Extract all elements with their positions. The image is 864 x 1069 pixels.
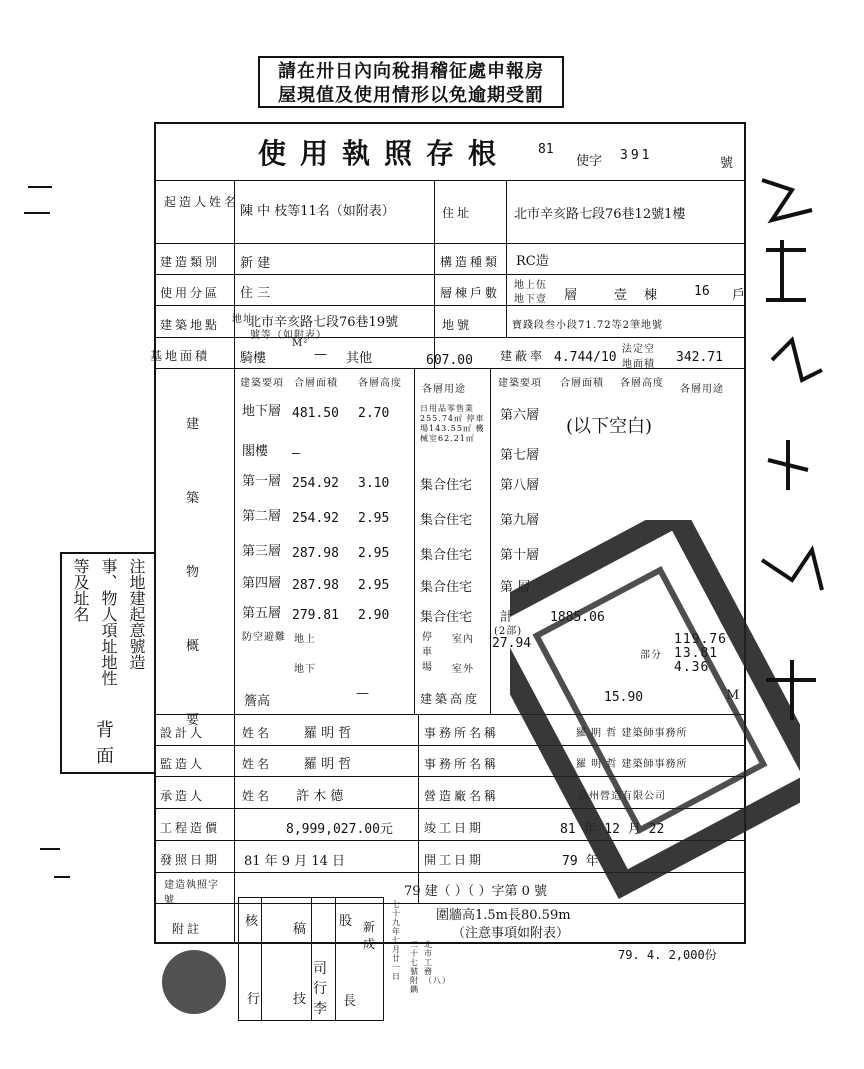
m2-unit: M² <box>292 338 309 349</box>
address-label: 住址 <box>442 206 473 220</box>
floors-ceng: 層 <box>564 288 578 303</box>
supervisor-label: 監造人 <box>160 757 206 771</box>
floor-name: 地下層 <box>242 404 282 419</box>
structure-value: RC造 <box>516 254 549 269</box>
floor-area: 481.50 <box>292 406 339 421</box>
rule <box>414 368 415 714</box>
qi-lou-value: — <box>314 347 327 362</box>
misc-v3: 4.36 <box>674 660 710 675</box>
dong-count: 壹 <box>614 288 628 303</box>
floors-above: 地上伍 <box>514 280 547 291</box>
cost-value: 8,999,027.00元 <box>286 822 393 837</box>
rule <box>311 898 312 1020</box>
open-value: 342.71 <box>676 350 723 365</box>
hdr-height-r: 各層高度 <box>620 378 664 389</box>
contractor-label: 承造人 <box>160 789 206 803</box>
print-count: 79. 4. 2,000份 <box>618 948 717 962</box>
floor-name: 第一層 <box>242 474 282 489</box>
build-type-label: 建造類別 <box>160 255 221 269</box>
hu-unit: 戶 <box>732 288 746 303</box>
shelter-above: 地上 <box>294 634 316 645</box>
designer-name: 羅 明 哲 <box>304 726 352 741</box>
margin-mark <box>24 212 50 214</box>
title-year: 81 <box>538 142 554 157</box>
start-date-value: 79 年 <box>562 854 599 869</box>
site-addr-tag: 地址 <box>232 314 254 325</box>
floors-below: 地下壹 <box>514 294 547 305</box>
eave-height-value: — <box>356 686 369 701</box>
floor-area-total: 1885.06 <box>550 610 605 625</box>
floor-height: 2.90 <box>358 608 390 623</box>
misc-v1: 119.76 <box>674 632 727 647</box>
parking-outdoor: 室外 <box>452 664 474 675</box>
margin-mark <box>54 876 70 878</box>
lot-value: 寶踐段叁小段71.72等2筆地號 <box>512 320 663 331</box>
floor-area: 254.92 <box>292 511 339 526</box>
supervisor-office-label: 事務所名稱 <box>424 757 500 771</box>
designer-office-label: 事務所名稱 <box>424 726 500 740</box>
structure-label: 構造種類 <box>440 255 501 269</box>
hdr-area: 合層面積 <box>294 378 338 389</box>
rule <box>154 337 746 338</box>
approval-e: 行 <box>247 992 261 1007</box>
floor-height: 2.95 <box>358 546 390 561</box>
approval-f: 技 <box>293 992 307 1007</box>
floor-name-right: 計 <box>500 610 514 625</box>
floor-name-right: 第六層 <box>500 408 540 423</box>
title-zi: 使字 <box>576 154 603 169</box>
floor-area: — <box>292 446 300 461</box>
floor-name-right: 第十層 <box>500 548 540 563</box>
floor-area: 287.98 <box>292 578 339 593</box>
shelter-label: 防空避難 <box>242 632 286 643</box>
floor-area: 287.98 <box>292 546 339 561</box>
floor-name-right: 第九層 <box>500 513 540 528</box>
cost-label: 工程造價 <box>160 821 221 835</box>
floor-height: 2.70 <box>358 406 390 421</box>
eave-height-label: 簷高 <box>244 694 271 709</box>
title-number: 391 <box>620 148 653 163</box>
remark-line-1: 圍牆高1.5m長80.59m <box>436 908 571 923</box>
floor-name-right: 第 層 <box>500 580 531 595</box>
open-label: 法定空地面積 <box>622 344 655 370</box>
hdr-use: 各層用途 <box>422 384 466 395</box>
approval-c: 股 <box>339 914 353 929</box>
other-value: 607.00 <box>426 353 473 368</box>
floor-use: 集合住宅 <box>420 513 473 528</box>
floors-label: 層棟戶數 <box>440 286 501 300</box>
rule <box>506 180 507 337</box>
side-note-text: 注地建起意號造事、物人項址地性等及址名 <box>71 558 146 686</box>
form-title: 使用執照存根 <box>258 137 511 170</box>
building-height-value: 15.90 <box>604 690 644 705</box>
base-area-label: 基地面積 <box>150 349 211 363</box>
qi-lou-label: 騎樓 <box>240 351 267 366</box>
notice-box <box>258 56 564 108</box>
site-value-2: 號等（如附表） <box>250 330 327 341</box>
rule <box>234 180 235 943</box>
rule <box>154 243 746 244</box>
floor-use: 日用品零售業255.74㎡ 停車場143.55㎡ 機械室62.21㎡ <box>420 404 485 443</box>
lot-label: 地號 <box>442 318 473 332</box>
shelter-below: 地下 <box>294 664 316 675</box>
supervisor-name-label: 姓名 <box>242 757 273 771</box>
supervisor-name: 羅 明 哲 <box>304 757 352 772</box>
floor-height: 2.95 <box>358 511 390 526</box>
hu-count: 16 <box>694 284 710 299</box>
permit-label: 建造執照字號 <box>164 880 219 906</box>
zoning-value: 住 三 <box>240 286 271 301</box>
issue-date-label: 發照日期 <box>160 853 221 867</box>
blank-note: (以下空白) <box>566 416 653 437</box>
hdr-area-r: 合層面積 <box>560 378 604 389</box>
floor-name-right: 第八層 <box>500 478 540 493</box>
floor-use: 集合住宅 <box>420 610 473 625</box>
remark-line-2: （注意事項如附表） <box>452 926 570 941</box>
title-hao: 號 <box>720 156 734 171</box>
approval-signature-1: 司行李 <box>313 961 327 1017</box>
hdr-use-r: 各層用途 <box>680 384 724 395</box>
rule <box>154 305 746 306</box>
notice-line-2: 屋現值及使用情形以免逾期受罰 <box>278 85 544 106</box>
site-value: 北市辛亥路七段76巷19號 <box>248 315 399 330</box>
floor-name: 閣樓 <box>242 444 269 459</box>
floor-use: 集合住宅 <box>420 548 473 563</box>
notice-line-1: 請在卅日內向稅捐稽征處申報房 <box>278 61 544 82</box>
ratio-label: 建蔽率 <box>500 349 546 363</box>
ratio-value: 4.744/10 <box>554 350 617 365</box>
rule <box>261 898 262 1020</box>
floor-area: 279.81 <box>292 608 339 623</box>
parking-label: 停車場 <box>422 632 433 673</box>
completion-value: 81 年 12 月 22 <box>560 822 665 837</box>
start-date-label: 開工日期 <box>424 853 485 867</box>
site-label: 建築地點 <box>160 318 221 332</box>
designer-label: 設計人 <box>160 726 206 740</box>
supervisor-office: 羅 明 哲 建築師事務所 <box>576 759 688 770</box>
dong-unit: 棟 <box>644 288 658 303</box>
floor-name: 第三層 <box>242 544 282 559</box>
rule <box>154 274 746 275</box>
builder-label-text: 起造人姓名 <box>164 195 240 209</box>
approval-a: 核 <box>245 914 259 929</box>
contractor-company-label: 營造廠名稱 <box>424 789 500 803</box>
misc-v2: 13.81 <box>674 646 719 661</box>
rule <box>418 714 419 903</box>
contractor-name-label: 姓名 <box>242 789 273 803</box>
rule <box>154 180 746 181</box>
parking-value: 27.94 <box>492 636 532 651</box>
floor-height: 3.10 <box>358 476 390 491</box>
floor-use: 集合住宅 <box>420 478 473 493</box>
handwritten-margin <box>752 160 862 860</box>
parking-indoor: 室內 <box>452 634 474 645</box>
floor-name-right: 第七層 <box>500 448 540 463</box>
contractor-company: 品州營造有限公司 <box>578 791 666 802</box>
remark-label: 附註 <box>172 922 203 936</box>
completion-label: 竣工日期 <box>424 821 485 835</box>
approval-b: 稿 <box>293 922 307 937</box>
floor-area: 254.92 <box>292 476 339 491</box>
rule <box>335 898 336 1020</box>
approval-d: 長 <box>343 994 357 1009</box>
hdr-item-r: 建築要項 <box>498 378 542 389</box>
building-height-unit: M <box>726 688 740 703</box>
hdr-height: 各層高度 <box>358 378 402 389</box>
back-note: 背面 <box>96 720 114 767</box>
floor-height: 2.95 <box>358 578 390 593</box>
date-stamp-1: 七十九年七月廿一日 <box>392 900 401 981</box>
floor-name: 第四層 <box>242 576 282 591</box>
address-value: 北市辛亥路七段76巷12號1樓 <box>514 207 686 222</box>
parking-count: (2部) <box>494 626 523 637</box>
issue-date-value: 81 年 9 月 14 日 <box>244 854 346 869</box>
floor-use: 集合住宅 <box>420 580 473 595</box>
build-type-value: 新 建 <box>240 256 271 271</box>
floor-name: 第五層 <box>242 606 282 621</box>
builder-label <box>164 193 239 210</box>
approval-signature-2: 新成 <box>363 920 376 951</box>
building-summary-label: 建築物概要 <box>186 417 203 728</box>
building-height-label: 建築高度 <box>420 692 481 706</box>
contractor-name: 許 木 德 <box>296 789 344 804</box>
permit-value: 79 建（ ）（ ）字第 0 號 <box>404 884 547 899</box>
approval-box <box>238 897 384 1021</box>
hdr-item: 建築要項 <box>240 378 284 389</box>
date-stamp-2: 二十七號附鐫 <box>410 940 419 994</box>
rule <box>434 180 435 368</box>
margin-mark <box>40 848 60 850</box>
floor-name: 第二層 <box>242 509 282 524</box>
margin-mark <box>28 186 52 188</box>
builder-value: 陳 中 枝等11名（如附表） <box>240 204 395 219</box>
misc-shared: 部分 <box>640 650 662 661</box>
date-stamp-3: 北市工務（八） <box>424 940 451 985</box>
other-label: 其他 <box>346 351 373 366</box>
designer-office: 羅 明 哲 建築師事務所 <box>576 728 688 739</box>
round-seal-stamp <box>162 950 226 1014</box>
zoning-label: 使用分區 <box>160 286 221 300</box>
designer-name-label: 姓名 <box>242 726 273 740</box>
